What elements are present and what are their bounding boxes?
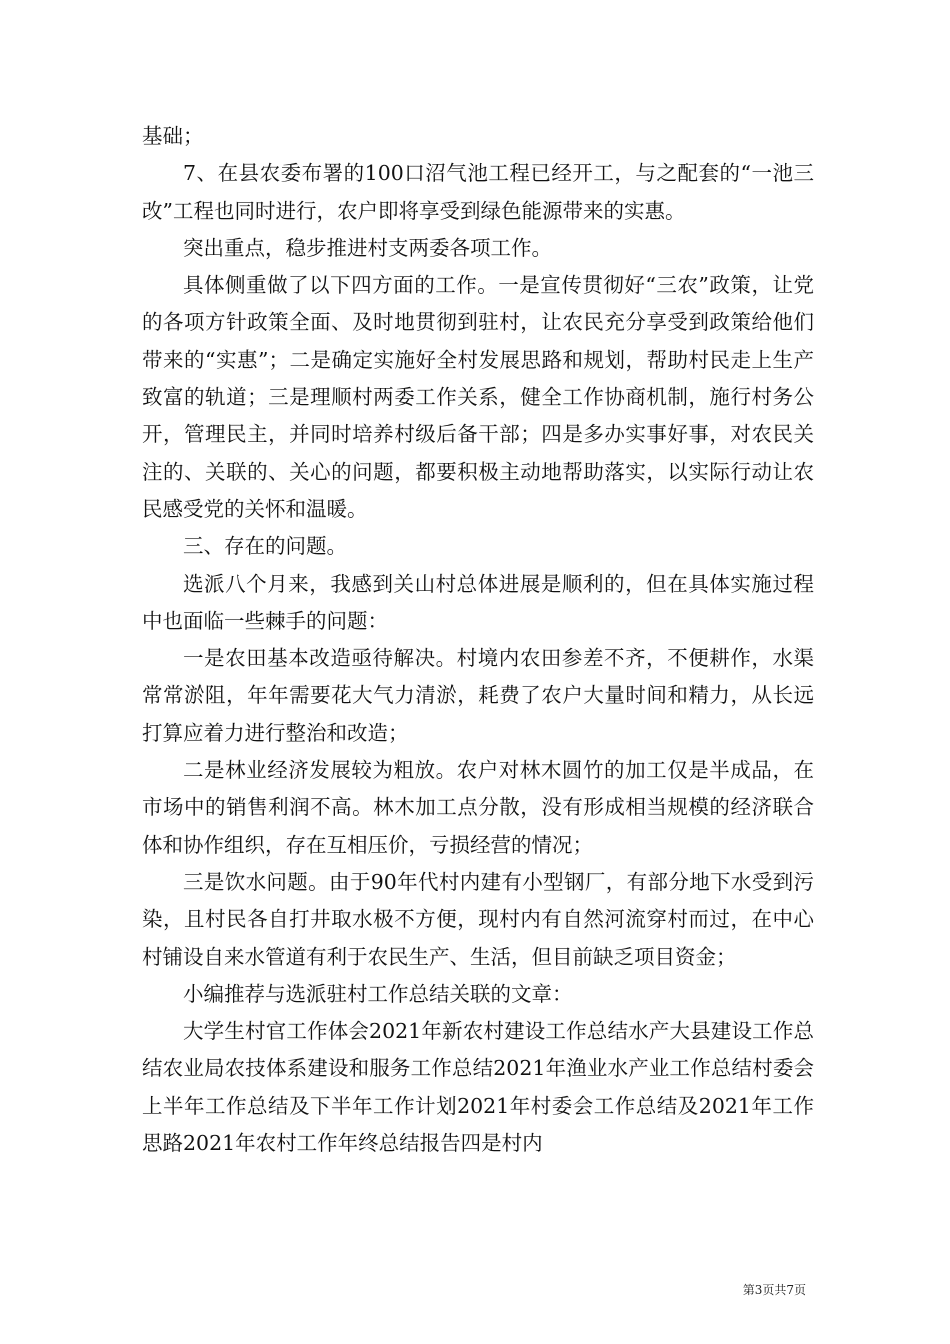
document-body (142, 118, 814, 1162)
paragraph-four-aspects: 具体侧重做了以下四方面的工作。一是宣传贯彻好“三农”政策，让党的各项方针政策全面、及时地贯彻到驻村，让农民充分享受到政策给他们带来的“实惠”；二是确定实施好全村发展思路和规划，帮助村民走上生产致富的轨道；三是理顺村两委工作关系，健全工作协商机制，施行村务公开，管理民主，并同时培养村级后备干部；四是多办实事好事，对农民关注的、关联的、关心的问题，都要积极主动地帮助落实，以实际行动让农民感受党的关怀和温暖。 (142, 273, 814, 521)
paragraph-problem-water: 三是饮水问题。由于90年代村内建有小型钢厂，有部分地下水受到污染，且村民各自打井取水极不方便，现村内有自然河流穿村而过，在中心村铺设自来水管道有利于农民生产、生活，但目前缺乏项目资金； (142, 869, 814, 969)
section-heading-problems: 三、存在的问题。 (183, 534, 347, 559)
paragraph-recommended-heading: 小编推荐与选派驻村工作总结关联的文章： (183, 981, 573, 1006)
paragraph-biogas-project: 7、在县农委布署的100口沼气池工程已经开工，与之配套的“一池三改”工程也同时进行，农户即将享受到绿色能源带来的实惠。 (142, 161, 814, 223)
paragraph-problem-farmland: 一是农田基本改造亟待解决。村境内农田参差不齐，不便耕作，水渠常常淤阻，年年需要花大气力清淤，耗费了农户大量时间和精力，从长远打算应着力进行整治和改造； (142, 646, 814, 745)
page-number-footer: 第3页共7页 (742, 1283, 806, 1297)
paragraph-problem-forestry: 二是林业经济发展较为粗放。农户对林木圆竹的加工仅是半成品，在市场中的销售利润不高。林木加工点分散，没有形成相当规模的经济联合体和协作组织，存在互相压价，亏损经营的情况； (142, 758, 814, 857)
paragraph-continuation: 基础； (142, 124, 204, 148)
paragraph-problems-intro: 选派八个月来，我感到关山村总体进展是顺利的，但在具体实施过程中也面临一些棘手的问题： (142, 571, 814, 633)
paragraph-key-focus: 突出重点，稳步推进村支两委各项工作。 (183, 235, 552, 260)
paragraph-recommended-list: 大学生村官工作体会2021年新农村建设工作总结水产大县建设工作总结农业局农技体系建设和服务工作总结2021年渔业水产业工作总结村委会上半年工作总结及下半年工作计划2021年村委会工作总结及2021年工作思路2021年农村工作年终总结报告四是村内 (142, 1019, 814, 1156)
